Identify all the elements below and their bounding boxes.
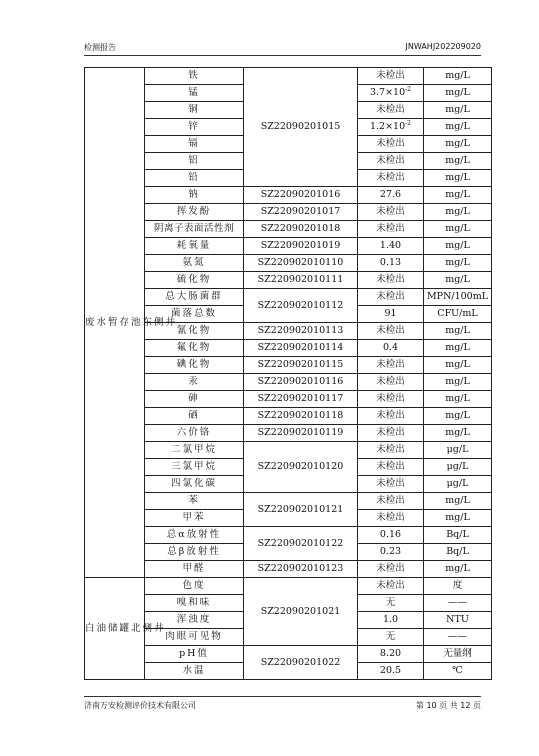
table-row [85, 425, 492, 442]
item-cell: 三氯甲烷 [145, 459, 244, 476]
sample-id-cell: SZ220902010117 [244, 391, 358, 408]
unit-cell: mg/L [424, 391, 492, 408]
location-cell: 白油储罐北侧井 [85, 578, 145, 680]
result-cell: 无 [358, 629, 424, 646]
unit-cell: mg/L [424, 170, 492, 187]
result-cell: 91 [358, 306, 424, 323]
unit-cell: —— [424, 629, 492, 646]
item-cell: 铁 [145, 68, 244, 85]
item-cell: 总β放射性 [145, 544, 244, 561]
table-row [85, 527, 492, 544]
report-number: JNWAHJ202209020 [405, 42, 481, 51]
result-cell: 未检出 [358, 578, 424, 595]
unit-cell: mg/L [424, 119, 492, 136]
sample-id-cell: SZ22090201022 [244, 646, 358, 680]
unit-cell: mg/L [424, 255, 492, 272]
sample-id-cell: SZ220902010114 [244, 340, 358, 357]
unit-cell: mg/L [424, 323, 492, 340]
header-rule [84, 55, 481, 56]
item-cell: 铅 [145, 170, 244, 187]
unit-cell: mg/L [424, 272, 492, 289]
item-cell: 碘化物 [145, 357, 244, 374]
table-row [85, 561, 492, 578]
unit-cell: ℃ [424, 663, 492, 680]
result-cell: 未检出 [358, 374, 424, 391]
unit-cell: 无量纲 [424, 646, 492, 663]
result-cell: 8.20 [358, 646, 424, 663]
unit-cell: mg/L [424, 510, 492, 527]
result-cell: 未检出 [358, 153, 424, 170]
result-base: 1.2×10 [369, 121, 406, 132]
table-row [85, 272, 492, 289]
unit-cell: mg/L [424, 561, 492, 578]
result-cell: 未检出 [358, 204, 424, 221]
item-cell: 苯 [145, 493, 244, 510]
header-title: 检测报告 [84, 43, 116, 52]
unit-cell: mg/L [424, 238, 492, 255]
unit-cell: NTU [424, 612, 492, 629]
result-cell: 1.40 [358, 238, 424, 255]
table-row [85, 357, 492, 374]
page-footer [84, 700, 481, 712]
table-row [85, 340, 492, 357]
unit-cell: μg/L [424, 476, 492, 493]
result-cell: 未检出 [358, 493, 424, 510]
item-cell: 阴离子表面活性剂 [145, 221, 244, 238]
unit-cell: —— [424, 595, 492, 612]
result-exponent: -2 [405, 119, 412, 127]
sample-id-cell: SZ220902010120 [244, 442, 358, 493]
unit-cell: Bq/L [424, 544, 492, 561]
sample-id-cell: SZ220902010119 [244, 425, 358, 442]
result-cell: 未检出 [358, 68, 424, 85]
item-cell: 浑浊度 [145, 612, 244, 629]
item-cell: 锰 [145, 85, 244, 102]
item-cell: 挥发酚 [145, 204, 244, 221]
item-cell: 铜 [145, 102, 244, 119]
sample-id-cell: SZ22090201017 [244, 204, 358, 221]
item-cell: 钠 [145, 187, 244, 204]
unit-cell: MPN/100mL [424, 289, 492, 306]
item-cell: 肉眼可见物 [145, 629, 244, 646]
item-cell: 耗氧量 [145, 238, 244, 255]
table-row [85, 408, 492, 425]
unit-cell: mg/L [424, 374, 492, 391]
result-cell: 未检出 [358, 425, 424, 442]
result-cell: 未检出 [358, 391, 424, 408]
company-name: 济南万安检测评价技术有限公司 [84, 701, 196, 710]
item-cell: 硒 [145, 408, 244, 425]
result-cell: 0.4 [358, 340, 424, 357]
item-cell: 水温 [145, 663, 244, 680]
table-row [85, 289, 492, 306]
table-row [85, 221, 492, 238]
result-cell: 未检出 [358, 510, 424, 527]
result-cell [358, 119, 424, 136]
unit-cell: mg/L [424, 85, 492, 102]
result-base: 3.7×10 [369, 87, 406, 98]
item-cell: 四氯化碳 [145, 476, 244, 493]
table-row [85, 442, 492, 459]
unit-cell: mg/L [424, 187, 492, 204]
table-row [85, 391, 492, 408]
table-row [85, 493, 492, 510]
sample-id-cell: SZ22090201018 [244, 221, 358, 238]
unit-cell: mg/L [424, 221, 492, 238]
item-cell: 甲苯 [145, 510, 244, 527]
result-cell: 1.0 [358, 612, 424, 629]
table-row [85, 238, 492, 255]
table-row [85, 204, 492, 221]
item-cell: pH值 [145, 646, 244, 663]
result-cell: 未检出 [358, 323, 424, 340]
sample-id-cell: SZ22090201019 [244, 238, 358, 255]
sample-id-cell: SZ220902010115 [244, 357, 358, 374]
item-cell: 二氯甲烷 [145, 442, 244, 459]
unit-cell: μg/L [424, 459, 492, 476]
unit-cell: mg/L [424, 493, 492, 510]
sample-id-cell: SZ220902010121 [244, 493, 358, 527]
result-cell: 未检出 [358, 102, 424, 119]
result-exponent: -2 [405, 85, 412, 93]
item-cell: 硫化物 [145, 272, 244, 289]
table-row [85, 255, 492, 272]
sample-id-cell: SZ220902010118 [244, 408, 358, 425]
result-cell: 未检出 [358, 136, 424, 153]
unit-cell: mg/L [424, 136, 492, 153]
unit-cell: mg/L [424, 68, 492, 85]
result-cell: 未检出 [358, 170, 424, 187]
item-cell: 色度 [145, 578, 244, 595]
table-row [85, 374, 492, 391]
sample-id-cell: SZ220902010111 [244, 272, 358, 289]
sample-id-cell: SZ220902010113 [244, 323, 358, 340]
results-table [84, 67, 492, 680]
item-cell: 总α放射性 [145, 527, 244, 544]
unit-cell: mg/L [424, 153, 492, 170]
unit-cell: Bq/L [424, 527, 492, 544]
unit-cell: mg/L [424, 340, 492, 357]
unit-cell: mg/L [424, 357, 492, 374]
item-cell: 砷 [145, 391, 244, 408]
unit-cell: mg/L [424, 204, 492, 221]
item-cell: 氟化物 [145, 340, 244, 357]
result-cell: 27.6 [358, 187, 424, 204]
unit-cell: mg/L [424, 102, 492, 119]
result-cell: 0.23 [358, 544, 424, 561]
table-row [85, 187, 492, 204]
result-cell: 0.16 [358, 527, 424, 544]
table-row [85, 646, 492, 663]
unit-cell: mg/L [424, 408, 492, 425]
item-cell: 甲醛 [145, 561, 244, 578]
sample-id-cell: SZ220902010110 [244, 255, 358, 272]
sample-id-cell: SZ220902010112 [244, 289, 358, 323]
sample-id-cell: SZ22090201015 [244, 68, 358, 187]
table-row [85, 68, 492, 85]
result-cell: 未检出 [358, 408, 424, 425]
unit-cell: μg/L [424, 442, 492, 459]
page-header [84, 42, 481, 54]
result-cell: 未检出 [358, 442, 424, 459]
item-cell: 嗅和味 [145, 595, 244, 612]
item-cell: 汞 [145, 374, 244, 391]
result-cell [358, 85, 424, 102]
item-cell: 六价铬 [145, 425, 244, 442]
item-cell: 锌 [145, 119, 244, 136]
result-cell: 未检出 [358, 272, 424, 289]
sample-id-cell: SZ220902010116 [244, 374, 358, 391]
unit-cell: mg/L [424, 425, 492, 442]
item-cell: 氰化物 [145, 323, 244, 340]
sample-id-cell: SZ22090201021 [244, 578, 358, 646]
result-cell: 未检出 [358, 357, 424, 374]
page-number: 第 10 页 共 12 页 [415, 701, 481, 710]
result-cell: 未检出 [358, 561, 424, 578]
footer-rule [84, 696, 481, 697]
location-cell: 废水暂存池东侧井 [85, 68, 145, 578]
unit-cell: CFU/mL [424, 306, 492, 323]
item-cell: 氨氮 [145, 255, 244, 272]
sample-id-cell: SZ220902010122 [244, 527, 358, 561]
result-cell: 未检出 [358, 221, 424, 238]
sample-id-cell: SZ22090201016 [244, 187, 358, 204]
result-cell: 0.13 [358, 255, 424, 272]
item-cell: 菌落总数 [145, 306, 244, 323]
result-cell: 未检出 [358, 459, 424, 476]
item-cell: 总大肠菌群 [145, 289, 244, 306]
item-cell: 镉 [145, 136, 244, 153]
unit-cell: 度 [424, 578, 492, 595]
result-cell: 20.5 [358, 663, 424, 680]
table-row [85, 578, 492, 595]
result-cell: 未检出 [358, 476, 424, 493]
sample-id-cell: SZ220902010123 [244, 561, 358, 578]
result-cell: 无 [358, 595, 424, 612]
result-cell: 未检出 [358, 289, 424, 306]
item-cell: 铝 [145, 153, 244, 170]
